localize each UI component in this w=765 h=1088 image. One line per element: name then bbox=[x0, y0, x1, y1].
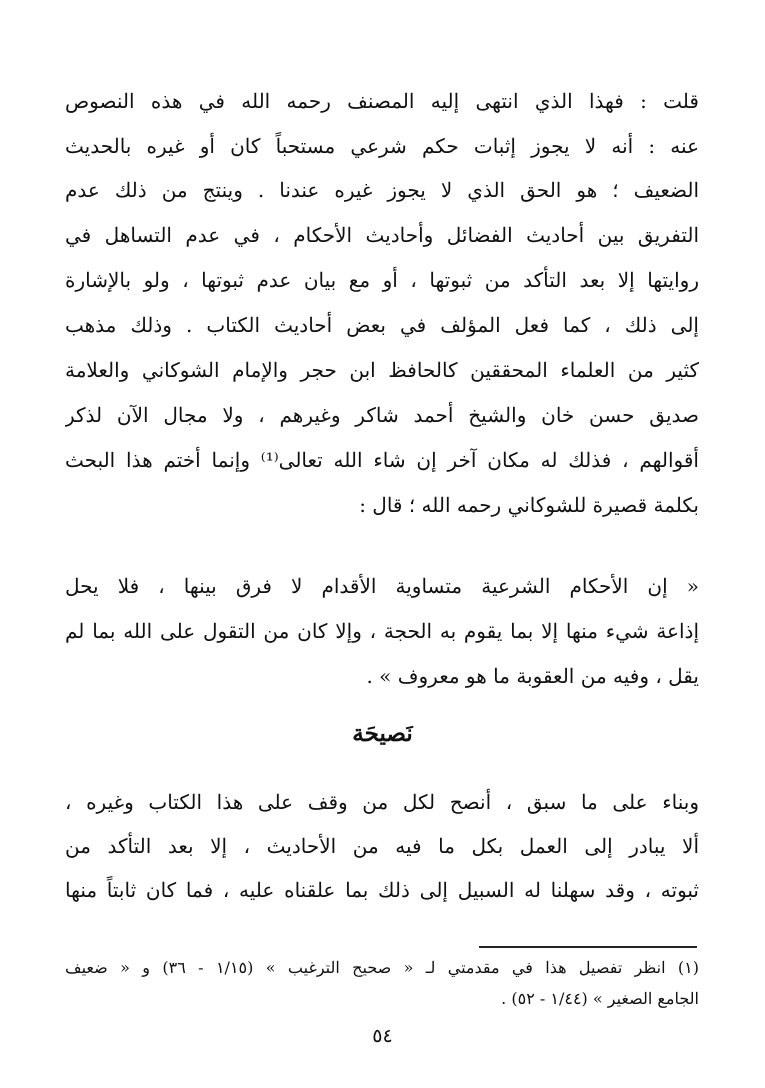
text-line: عنه : أنه لا يجوز إثبات حكم شرعي مستحباً كان أو غيره بالحديث bbox=[65, 134, 699, 158]
text-line: كثير من العلماء المحققين كالحافظ ابن حجر والإمام الشوكاني والعلامة bbox=[65, 358, 699, 382]
footnote-line: (١) انظر تفصيل هذا في مقدمتي لـ « صحيح الترغيب » (١/١٥ - ٣٦) و « ضعيف bbox=[65, 958, 699, 977]
text-line: ألا يبادر إلى العمل بكل ما فيه من الأحاديث ، إلا بعد التأكد من bbox=[65, 834, 699, 858]
text-line: الضعيف ؛ هو الحق الذي لا يجوز غيره عندنا . وينتج من ذلك عدم bbox=[65, 178, 699, 202]
text-line: ثبوته ، وقد سهلنا له السبيل إلى ذلك بما علقناه عليه ، فما كان ثابتاً منها bbox=[65, 878, 699, 902]
text-line: إلى ذلك ، كما فعل المؤلف في بعض أحاديث الكتاب . وذلك مذهب bbox=[65, 313, 699, 337]
text-line: صديق حسن خان والشيخ أحمد شاكر وغيرهم ، ولا مجال الآن لذكر bbox=[65, 403, 699, 427]
text-line: قلت : فهذا الذي انتهى إليه المصنف رحمه الله في هذه النصوص bbox=[65, 89, 699, 113]
section-heading: نَصيحَة bbox=[352, 720, 413, 747]
page-number: ٥٤ bbox=[372, 1025, 393, 1047]
quote-line: يقل ، وفيه من العقوبة ما هو معروف » . bbox=[366, 664, 699, 688]
text-line: التفريق بين أحاديث الفضائل وأحاديث الأحكام ، في عدم التساهل في bbox=[65, 223, 699, 247]
text-line: أقوالهم ، فذلك له مكان آخر إن شاء الله تعالى⁽¹⁾ وإنما أختم هذا البحث bbox=[65, 448, 699, 472]
quote-line: إذاعة شيء منها إلا بما يقوم به الحجة ، وإلا كان من التقول على الله بما لم bbox=[65, 619, 699, 643]
text-line: وبناء على ما سبق ، أنصح لكل من وقف على هذا الكتاب وغيره ، bbox=[65, 790, 699, 814]
footnote-line: الجامع الصغير » (١/٤٤ - ٥٢) . bbox=[501, 989, 699, 1008]
footnote-separator bbox=[479, 946, 697, 948]
text-line: روايتها إلا بعد التأكد من ثبوتها ، أو مع بيان عدم ثبوتها ، ولو بالإشارة bbox=[65, 268, 699, 292]
quote-line: « إن الأحكام الشرعية متساوية الأقدام لا فرق بينها ، فلا يحل bbox=[65, 574, 699, 598]
text-line: بكلمة قصيرة للشوكاني رحمه الله ؛ قال : bbox=[359, 493, 699, 517]
